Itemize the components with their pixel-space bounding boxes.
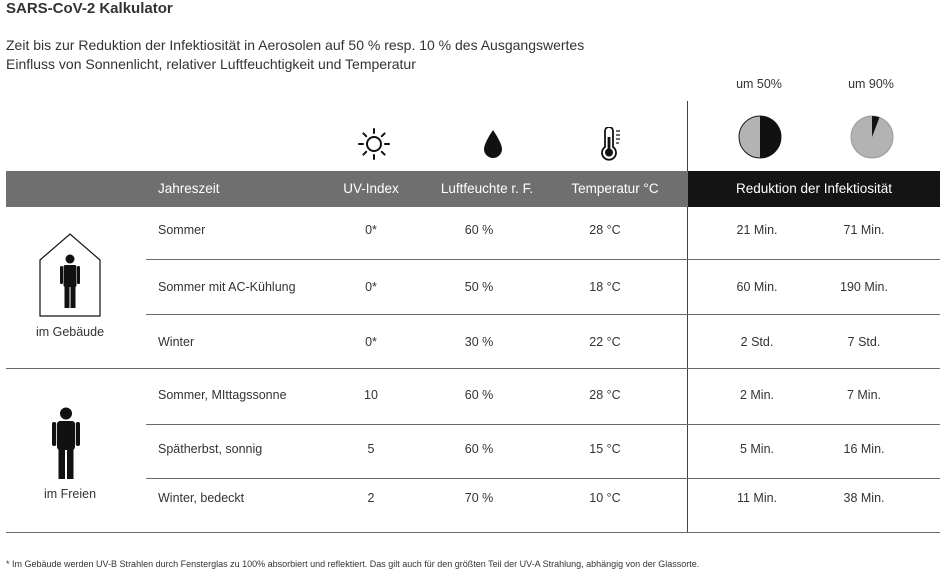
group-divider <box>6 368 940 369</box>
cell-humidity: 50 % <box>464 280 494 294</box>
cell-temperature: 10 °C <box>589 491 621 505</box>
cell-uv: 0* <box>365 223 377 237</box>
cell-temperature: 15 °C <box>589 442 621 456</box>
table-bottom-line <box>6 532 940 533</box>
cell-reduction-90: 71 Min. <box>843 223 885 237</box>
row-divider <box>146 424 940 425</box>
cell-temperature: 22 °C <box>589 335 621 349</box>
water-drop-icon <box>480 127 506 161</box>
cell-reduction-50: 2 Std. <box>740 335 774 349</box>
cell-reduction-90: 7 Std. <box>847 335 881 349</box>
cell-season: Spätherbst, sonnig <box>158 442 263 456</box>
header-uv: UV-Index <box>343 181 399 196</box>
person-icon <box>50 407 82 481</box>
cell-uv: 0* <box>365 335 377 349</box>
cell-uv: 2 <box>367 491 375 505</box>
pie-label-90: um 90% <box>848 77 894 91</box>
cell-reduction-90: 38 Min. <box>843 491 885 505</box>
cell-season: Winter, bedeckt <box>158 491 245 505</box>
house-person-icon <box>38 232 102 318</box>
sun-icon <box>357 127 391 161</box>
pie-90-icon <box>849 114 895 160</box>
cell-reduction-50: 60 Min. <box>736 280 778 294</box>
subtitle-line-2: Einfluss von Sonnenlicht, relativer Luftfeuchtigkeit und Temperatur <box>6 56 416 72</box>
cell-reduction-90: 190 Min. <box>840 280 888 294</box>
row-divider <box>146 478 940 479</box>
cell-humidity: 60 % <box>464 442 494 456</box>
header-reduction: Reduktion der Infektiosität <box>735 181 893 196</box>
cell-season: Sommer <box>158 223 206 237</box>
subtitle-line-1: Zeit bis zur Reduktion der Infektiosität in Aerosolen auf 50 % resp. 10 % des Ausgangswertes <box>6 37 585 53</box>
cell-temperature: 28 °C <box>589 388 621 402</box>
pie-50-icon <box>737 114 783 160</box>
cell-humidity: 60 % <box>464 223 494 237</box>
cell-season: Sommer, MIttagssonne <box>158 388 287 402</box>
cell-reduction-50: 21 Min. <box>736 223 778 237</box>
cell-season: Winter <box>158 335 195 349</box>
row-divider <box>146 259 940 260</box>
cell-reduction-50: 11 Min. <box>736 491 778 505</box>
cell-reduction-50: 5 Min. <box>739 442 775 456</box>
category-outdoor: im Freien <box>43 487 97 501</box>
cell-humidity: 30 % <box>464 335 494 349</box>
cell-humidity: 60 % <box>464 388 494 402</box>
header-season: Jahreszeit <box>158 181 220 196</box>
cell-temperature: 28 °C <box>589 223 621 237</box>
cell-reduction-90: 16 Min. <box>843 442 885 456</box>
cell-humidity: 70 % <box>464 491 494 505</box>
cell-reduction-50: 2 Min. <box>739 388 775 402</box>
cell-uv: 5 <box>367 442 375 456</box>
cell-uv: 0* <box>365 280 377 294</box>
header-humidity: Luftfeuchte r. F. <box>440 181 534 196</box>
category-indoor: im Gebäude <box>35 325 105 339</box>
header-temperature: Temperatur °C <box>571 181 659 196</box>
row-divider <box>146 314 940 315</box>
thermometer-icon <box>598 127 624 161</box>
page-title: SARS-CoV-2 Kalkulator <box>6 0 173 17</box>
cell-temperature: 18 °C <box>589 280 621 294</box>
cell-uv: 10 <box>364 388 378 402</box>
cell-season: Sommer mit AC-Kühlung <box>158 280 296 294</box>
pie-label-50: um 50% <box>736 77 782 91</box>
footnote: * Im Gebäude werden UV-B Strahlen durch Fensterglas zu 100% absorbiert und reflektiert. Das gilt auch für den größten Teil der UV-A Strahlung, abhängig von der Glassorte. <box>6 559 700 569</box>
cell-reduction-90: 7 Min. <box>846 388 882 402</box>
column-divider <box>687 101 688 533</box>
